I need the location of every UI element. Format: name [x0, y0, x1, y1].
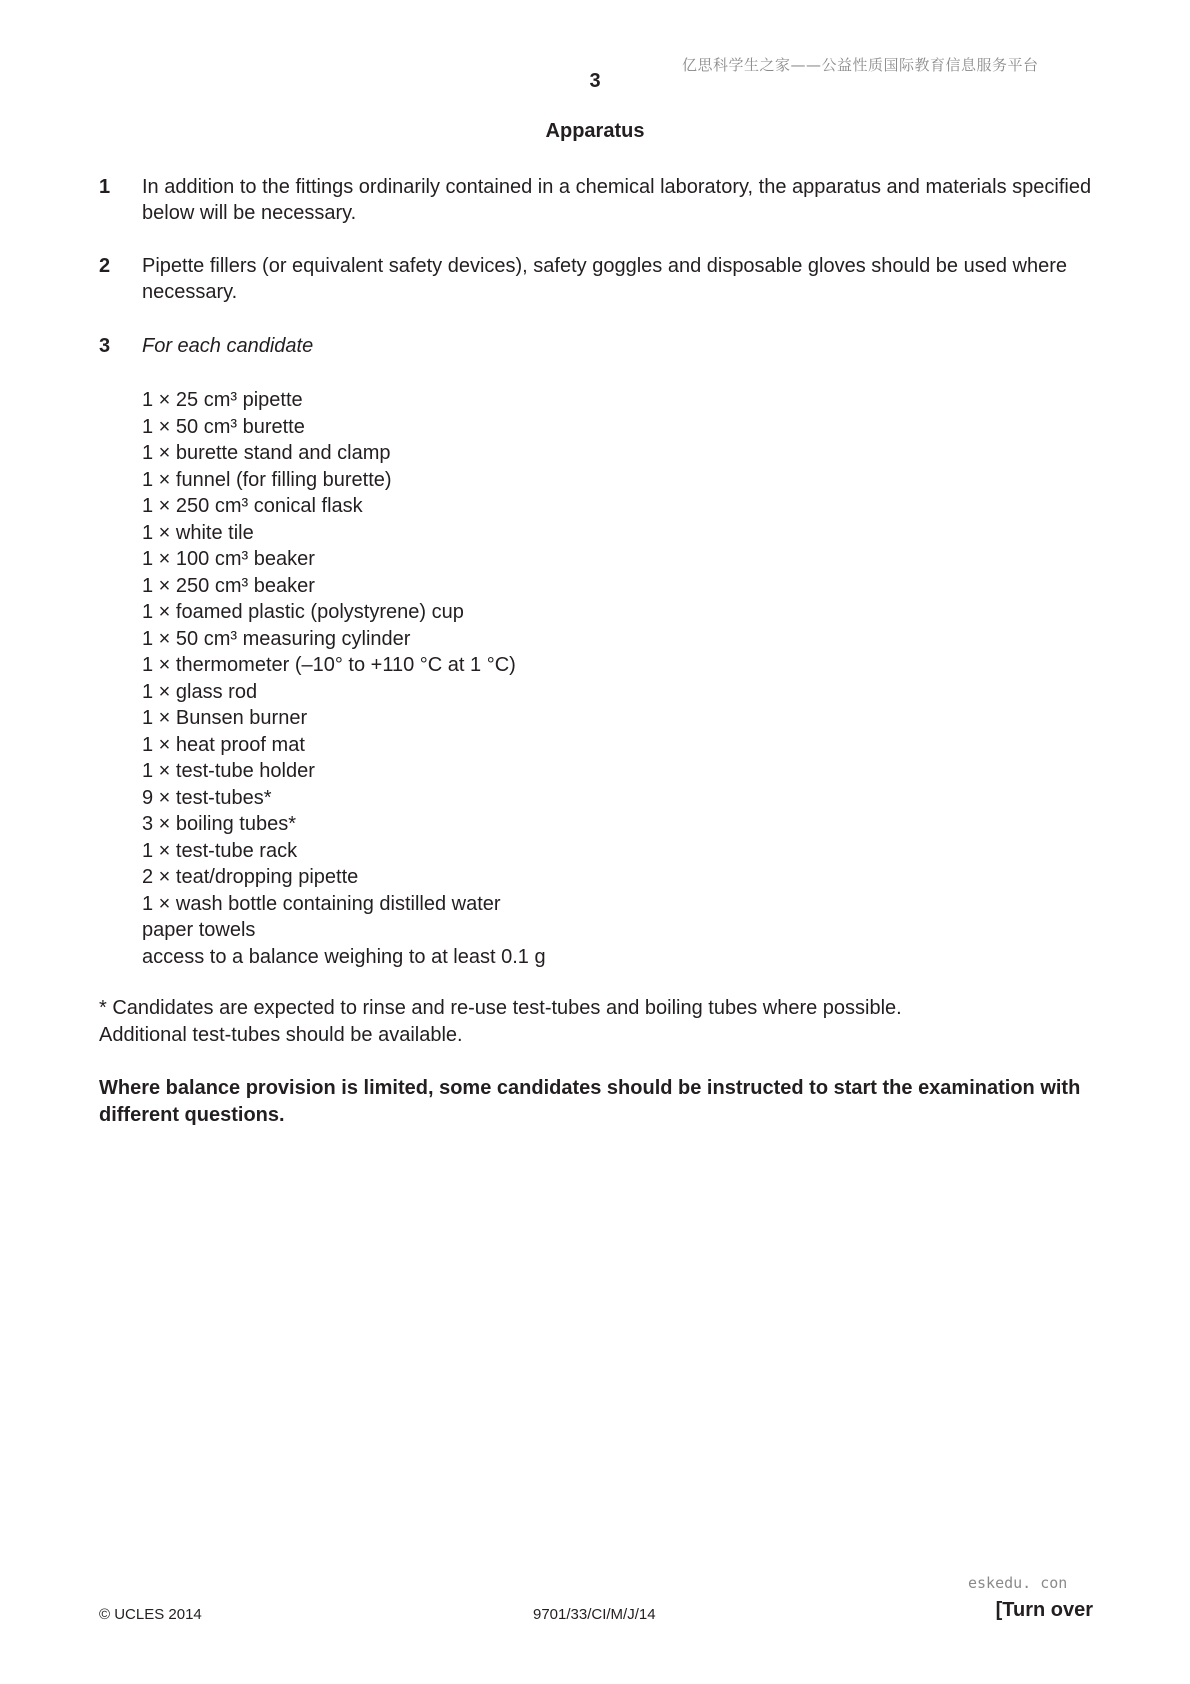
list-item: 2 × teat/dropping pipette [142, 866, 359, 888]
list-item: access to a balance weighing to at least 0.1 g [142, 945, 546, 968]
list-item: 1 × test-tube rack [142, 839, 298, 862]
item-text: In addition to the fittings ordinarily contained in a chemical laboratory, the apparatus and materials specified below will be necessary. [142, 176, 1092, 224]
list-item: 1 × burette stand and clamp [142, 442, 391, 464]
apparatus-list [142, 387, 546, 970]
copyright: © UCLES 2014 [99, 1606, 202, 1623]
list-item: 1 × white tile [142, 521, 254, 544]
list-item: 1 × Bunsen burner [142, 707, 308, 729]
list-item: 1 × 50 cm³ measuring cylinder [142, 627, 411, 650]
item-text: For each candidate [142, 335, 314, 357]
item-number: 1 [99, 176, 111, 198]
footnote [99, 995, 902, 1048]
list-item: 1 × 25 cm³ pipette [142, 389, 303, 411]
paper-code: 9701/33/CI/M/J/14 [533, 1606, 656, 1623]
list-item: 1 × test-tube holder [142, 760, 315, 782]
watermark-bottom: eskedu. con [968, 1574, 1068, 1592]
list-item: 1 × foamed plastic (polystyrene) cup [142, 601, 464, 623]
list-item: 1 × glass rod [142, 680, 258, 703]
list-item: 1 × 250 cm³ beaker [142, 574, 315, 597]
watermark-top: 亿思科学生之家——公益性质国际教育信息服务平台 [682, 56, 1039, 74]
section-heading: Apparatus [545, 120, 645, 142]
list-item: paper towels [142, 919, 256, 941]
balance-warning: Where balance provision is limited, some candidates should be instructed to start the examination with different questions. [99, 1077, 1081, 1126]
list-item: 1 × 100 cm³ beaker [142, 548, 315, 570]
list-item: 1 × heat proof mat [142, 733, 305, 756]
item-number: 2 [99, 255, 111, 277]
turn-over-label: [Turn over [995, 1599, 1093, 1621]
footnote-line: Additional test-tubes should be available. [99, 1023, 463, 1046]
page-number: 3 [589, 70, 601, 92]
list-item: 3 × boiling tubes* [142, 813, 297, 835]
list-item: 9 × test-tubes* [142, 786, 272, 809]
list-item: 1 × funnel (for filling burette) [142, 468, 392, 491]
list-item: 1 × 50 cm³ burette [142, 415, 305, 438]
list-item: 1 × 250 cm³ conical flask [142, 495, 363, 517]
item-number: 3 [99, 335, 111, 357]
footnote-line: * Candidates are expected to rinse and re-use test-tubes and boiling tubes where possible. [99, 997, 902, 1019]
list-item: 1 × thermometer (–10° to +110 °C at 1 °C) [142, 654, 516, 676]
list-item: 1 × wash bottle containing distilled water [142, 892, 501, 915]
item-text: Pipette fillers (or equivalent safety devices), safety goggles and disposable gloves should be used where necessary. [142, 255, 1067, 303]
